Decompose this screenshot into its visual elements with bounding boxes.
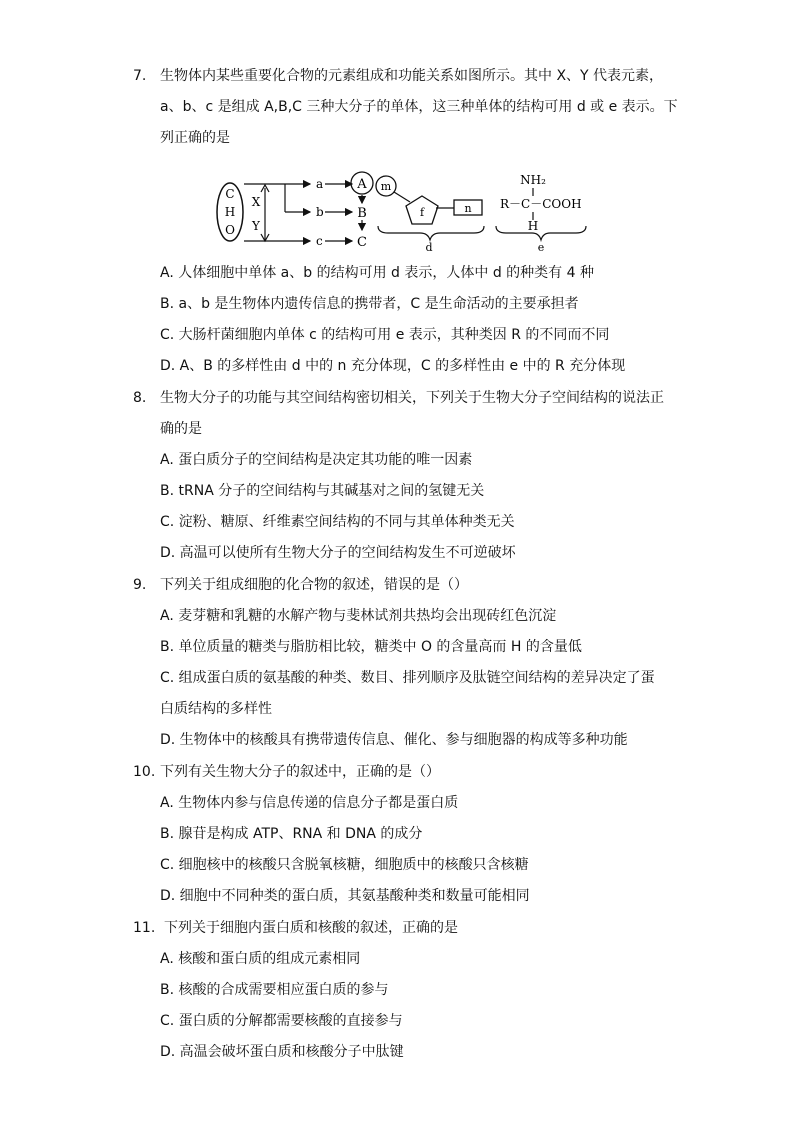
brace-d [378,226,484,240]
question-10-option-b[interactable]: B. 腺苷是构成 ATP、RNA 和 DNA 的成分 [160,826,423,842]
brace-e [496,226,586,240]
question-9-number: 9. [133,577,147,593]
question-7-stem-line-1: 生物体内某些重要化合物的元素组成和功能关系如图所示。其中 X、Y 代表元素， [160,68,664,84]
question-7-option-c[interactable]: C. 大肠杆菌细胞内单体 c 的结构可用 e 表示，其种类因 R 的不同而不同 [160,327,610,343]
element-o: O [225,223,235,237]
question-11-number: 11. [133,920,156,936]
question-11-option-b[interactable]: B. 核酸的合成需要相应蛋白质的参与 [160,982,389,998]
question-9-option-c[interactable]: C. 组成蛋白质的氨基酸的种类、数目、排列顺序及肽链空间结构的差异决定了蛋 [160,670,655,686]
question-8-option-d[interactable]: D. 高温可以使所有生物大分子的空间结构发生不可逆破坏 [160,545,516,561]
monomer-c: c [316,234,323,248]
question-7-stem-line-3: 列正确的是 [160,130,230,146]
question-7-option-b[interactable]: B. a、b 是生物体内遗传信息的携带者，C 是生命活动的主要承担者 [160,296,579,312]
macro-a: A [357,177,367,192]
compound-relationship-diagram [212,168,597,253]
amino-h: H [527,219,539,233]
amino-r-chain: R－C－COOH [500,197,582,211]
question-9-option-d[interactable]: D. 生物体中的核酸具有携带遗传信息、催化、参与细胞器的构成等多种功能 [160,732,628,748]
macro-c: C [357,235,367,250]
macro-b: B [357,206,367,221]
question-10-stem: 下列有关生物大分子的叙述中，正确的是（） [160,764,440,780]
question-9-stem: 下列关于组成细胞的化合物的叙述，错误的是（） [160,577,468,593]
question-8-option-b[interactable]: B. tRNA 分子的空间结构与其碱基对之间的氢键无关 [160,483,485,499]
label-m: m [380,180,392,193]
question-7-number: 7. [133,68,147,84]
monomer-b: b [316,205,324,219]
question-8-stem-line-1: 生物大分子的功能与其空间结构密切相关，下列关于生物大分子空间结构的说法正 [160,390,664,406]
question-10-option-c[interactable]: C. 细胞核中的核酸只含脱氧核糖，细胞质中的核酸只含核糖 [160,857,529,873]
label-y: Y [252,219,260,233]
question-9-option-c-cont: 白质结构的多样性 [160,701,272,717]
question-8-number: 8. [133,390,147,406]
amino-nh2: NH₂ [520,173,546,187]
label-d: d [425,241,433,253]
question-11-option-d[interactable]: D. 高温会破坏蛋白质和核酸分子中肽键 [160,1044,404,1060]
question-8-stem-line-2: 确的是 [160,421,202,437]
question-7-option-a[interactable]: A. 人体细胞中单体 a、b 的结构可用 d 表示，人体中 d 的种类有 4 种 [160,265,594,281]
question-10-option-d[interactable]: D. 细胞中不同种类的蛋白质，其氨基酸种类和数量可能相同 [160,888,530,904]
question-10-number: 10. [133,764,156,780]
question-9-option-a[interactable]: A. 麦芽糖和乳糖的水解产物与斐林试剂共热均会出现砖红色沉淀 [160,608,557,624]
question-9-option-b[interactable]: B. 单位质量的糖类与脂肪相比较，糖类中 O 的含量高而 H 的含量低 [160,639,582,655]
monomer-a: a [316,177,324,191]
question-10-option-a[interactable]: A. 生物体内参与信息传递的信息分子都是蛋白质 [160,795,459,811]
question-11-stem: 下列关于细胞内蛋白质和核酸的叙述，正确的是 [164,920,458,936]
question-11-option-a[interactable]: A. 核酸和蛋白质的组成元素相同 [160,951,361,967]
label-x: X [251,195,261,209]
question-11-option-c[interactable]: C. 蛋白质的分解都需要核酸的直接参与 [160,1013,403,1029]
question-8-option-c[interactable]: C. 淀粉、糖原、纤维素空间结构的不同与其单体种类无关 [160,514,515,530]
question-8-option-a[interactable]: A. 蛋白质分子的空间结构是决定其功能的唯一因素 [160,452,473,468]
label-e: e [537,241,545,253]
question-7-stem-line-2: a、b、c 是组成 A,B,C 三种大分子的单体，这三种单体的结构可用 d 或 e 表示。下 [160,99,678,115]
element-c: C [225,187,235,201]
element-h: H [224,205,236,219]
label-n: n [464,202,472,215]
question-7-option-d[interactable]: D. A、B 的多样性由 d 中的 n 充分体现，C 的多样性由 e 中的 R 充分体现 [160,358,626,374]
label-f: f [419,206,425,219]
